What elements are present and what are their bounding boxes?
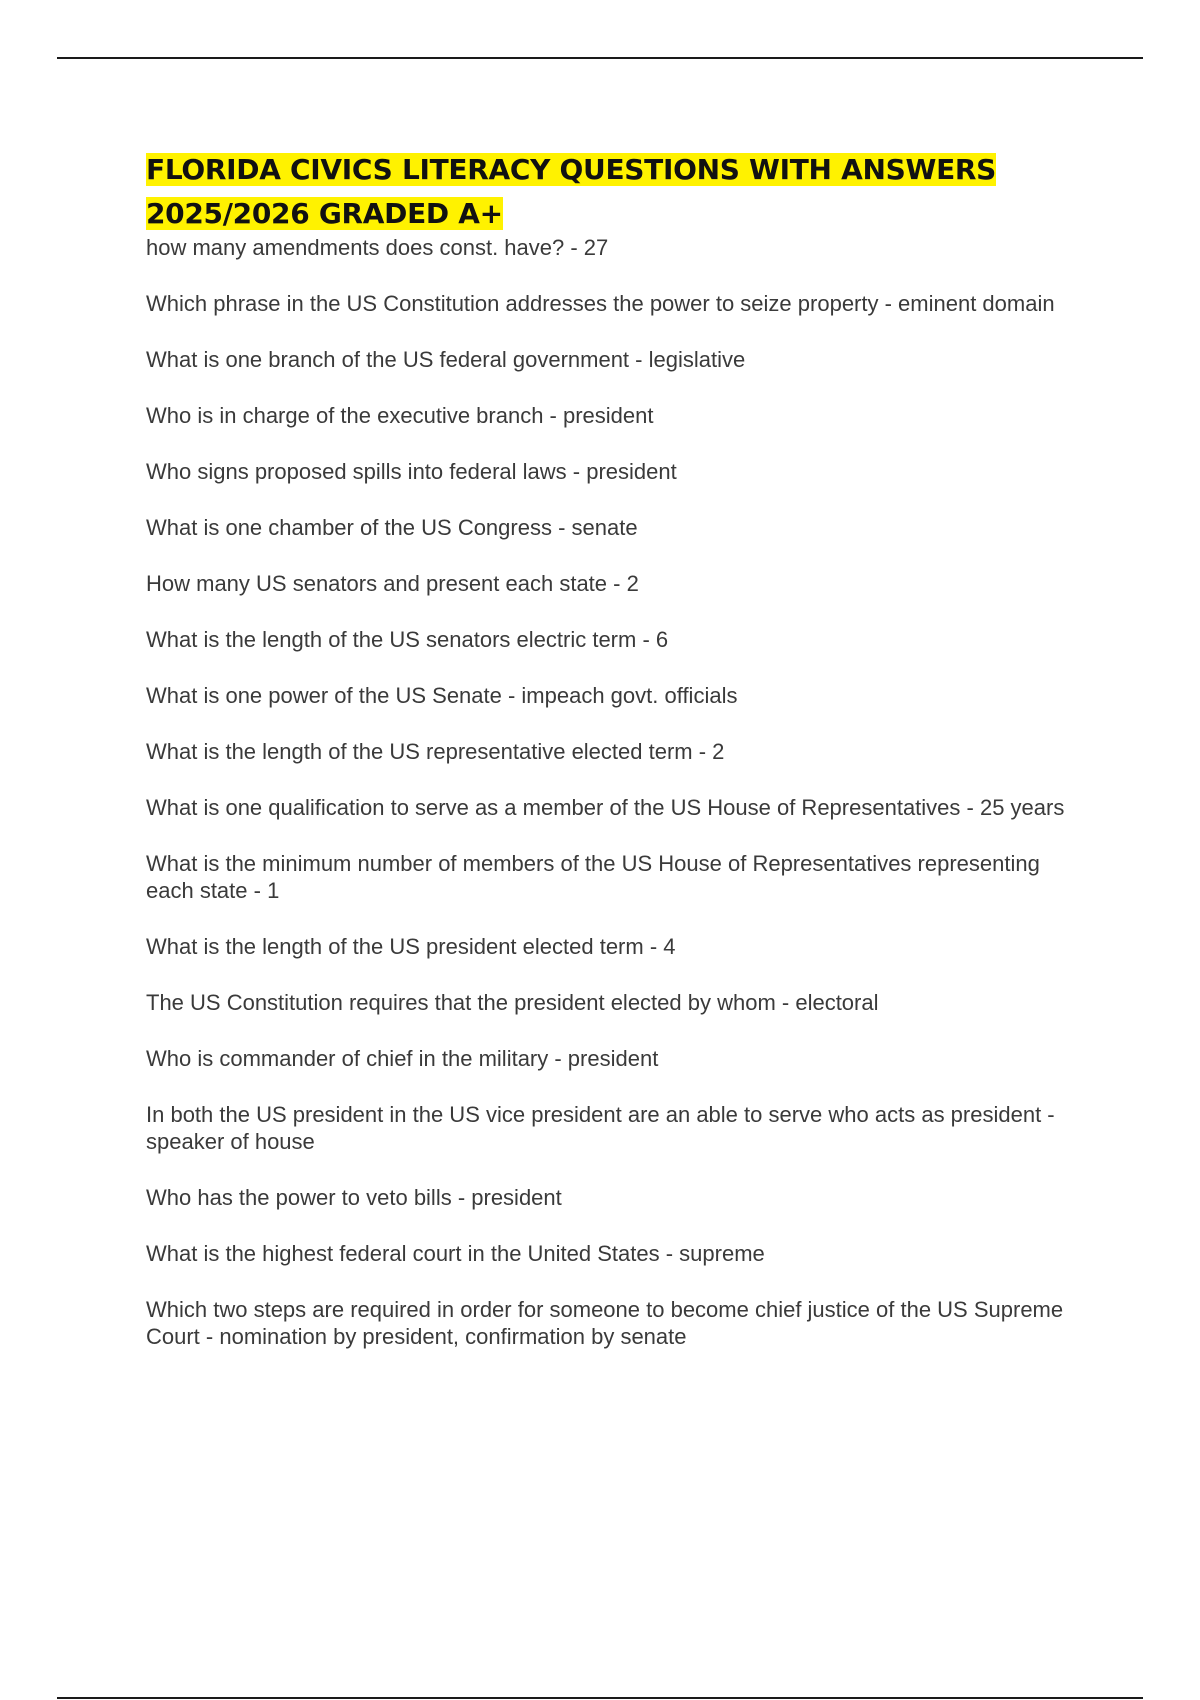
document-body <box>146 148 1076 1379</box>
qa-item: Which phrase in the US Constitution addresses the power to seize property - eminent domain <box>146 291 1055 316</box>
qa-item: In both the US president in the US vice president are an able to serve who acts as president - speaker of house <box>146 1102 1055 1154</box>
qa-item: How many US senators and present each state - 2 <box>146 571 639 596</box>
bottom-divider <box>57 1697 1143 1699</box>
qa-item: What is one branch of the US federal government - legislative <box>146 347 746 372</box>
qa-item: Which two steps are required in order for someone to become chief justice of the US Supreme Court - nomination by president, confirmation by senate <box>146 1297 1064 1349</box>
qa-item: What is one power of the US Senate - impeach govt. officials <box>146 683 738 708</box>
title-line-2: 2025/2026 GRADED A+ <box>146 197 503 230</box>
qa-item: What is the length of the US president elected term - 4 <box>146 934 676 959</box>
qa-item: Who signs proposed spills into federal laws - president <box>146 459 677 484</box>
qa-item: Who is commander of chief in the military - president <box>146 1046 659 1071</box>
qa-item: What is one chamber of the US Congress - senate <box>146 515 638 540</box>
qa-item: What is the highest federal court in the United States - supreme <box>146 1241 765 1266</box>
qa-list <box>146 234 1076 1350</box>
qa-item: What is one qualification to serve as a member of the US House of Representatives - 25 years <box>146 795 1065 820</box>
qa-item: What is the length of the US representative elected term - 2 <box>146 739 725 764</box>
qa-item: The US Constitution requires that the president elected by whom - electoral <box>146 990 879 1015</box>
document-title <box>146 148 1076 236</box>
qa-item: What is the length of the US senators electric term - 6 <box>146 627 669 652</box>
title-line-1: FLORIDA CIVICS LITERACY QUESTIONS WITH ANSWERS <box>146 153 997 186</box>
qa-item: What is the minimum number of members of the US House of Representatives representing each state - 1 <box>146 851 1040 903</box>
qa-item: Who is in charge of the executive branch - president <box>146 403 654 428</box>
qa-item: Who has the power to veto bills - president <box>146 1185 562 1210</box>
top-divider <box>57 57 1143 59</box>
qa-item: how many amendments does const. have? - 27 <box>146 235 609 260</box>
